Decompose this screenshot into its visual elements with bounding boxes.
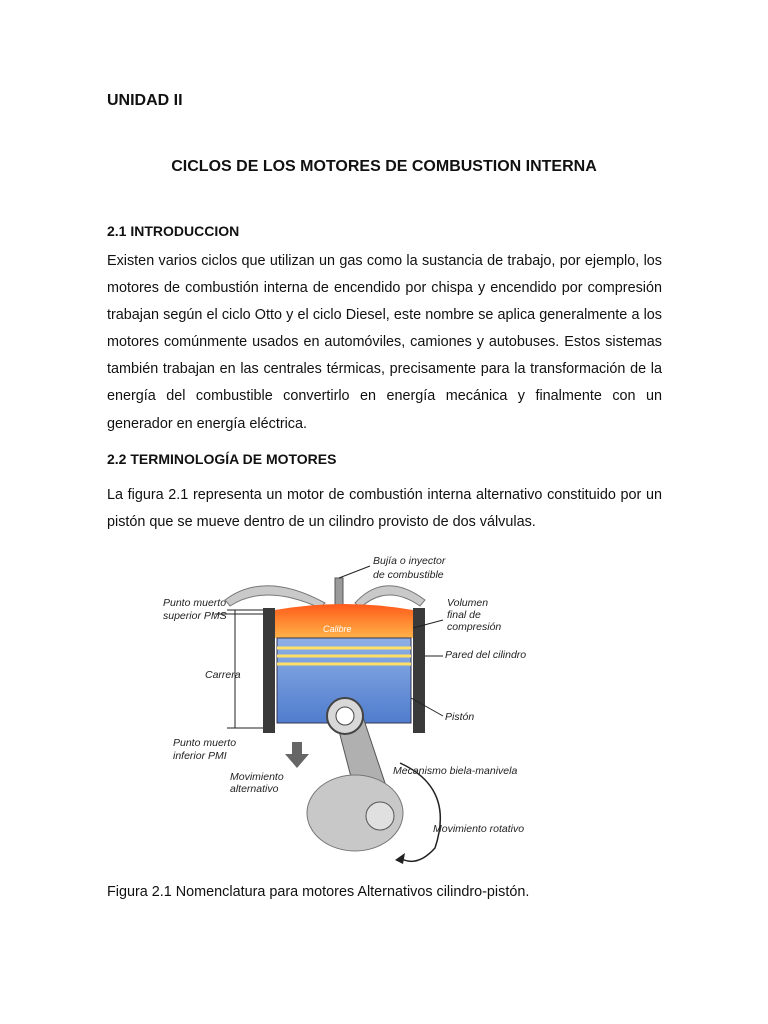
crank-pin <box>366 802 394 830</box>
label-pms-1: Punto muerto <box>163 597 227 609</box>
figure-caption: Figura 2.1 Nomenclatura para motores Alternativos cilindro-pistón. <box>107 884 530 900</box>
label-spark-plug-2: de combustible <box>373 569 444 581</box>
label-volume-1: Volumen <box>447 597 489 609</box>
intake-valve <box>225 586 325 608</box>
label-motion-2: alternativo <box>230 783 279 795</box>
section-heading-introduccion: 2.1 INTRODUCCION <box>107 223 240 239</box>
label-caliber: Calibre <box>323 624 352 634</box>
label-pmi-2: inferior PMI <box>173 750 227 762</box>
engine-figure <box>155 548 540 868</box>
section-paragraph-terminologia: La figura 2.1 representa un motor de combustión interna alternativo constituido por un pistón que se mueve dentro de un cilindro provisto de dos válvulas. <box>107 487 662 531</box>
label-crank: Mecanismo biela-manivela <box>393 765 518 777</box>
section-heading-terminologia: 2.2 TERMINOLOGÍA DE MOTORES <box>107 451 337 467</box>
label-motion-1: Movimiento <box>230 771 284 783</box>
motion-arrow-shaft <box>292 742 302 754</box>
motion-arrow-head <box>285 754 309 768</box>
leader-line <box>339 566 370 578</box>
label-pms-2: superior PMS <box>163 610 227 622</box>
label-piston: Pistón <box>445 711 475 723</box>
label-stroke: Carrera <box>205 669 241 681</box>
cylinder-wall-left <box>263 608 275 733</box>
spark-plug <box>335 578 343 606</box>
label-wall: Pared del cilindro <box>445 649 527 661</box>
rotation-arrow <box>400 763 440 861</box>
label-rotary: Movimiento rotativo <box>433 823 525 835</box>
unit-title: UNIDAD II <box>107 92 183 109</box>
chapter-title: CICLOS DE LOS MOTORES DE COMBUSTION INTERNA <box>171 158 597 175</box>
piston-pin-hole <box>336 707 354 725</box>
label-spark-plug-1: Bujía o inyector <box>373 555 446 567</box>
label-pmi-1: Punto muerto <box>173 737 237 749</box>
label-volume-2: final de <box>447 609 481 621</box>
section-paragraph-introduccion: Existen varios ciclos que utilizan un gas como la sustancia de trabajo, por ejemplo, los motores de combustión interna de encendido por chispa y encendido por compresión trabajan según el ciclo Otto y el ciclo Diesel, este nombre se aplica generalmente a los motores comúnmente usados en automóviles, camiones y autobuses. Estos sistemas también trabajan en las centrales térmicas, precisamente para la transformación de la energía del combustible convertirlo en energía mecánica y finalmente con un generador en energía eléctrica. <box>107 253 662 432</box>
label-volume-3: compresión <box>447 621 502 633</box>
rotation-arrowhead <box>395 853 405 864</box>
engine-diagram <box>155 548 540 868</box>
